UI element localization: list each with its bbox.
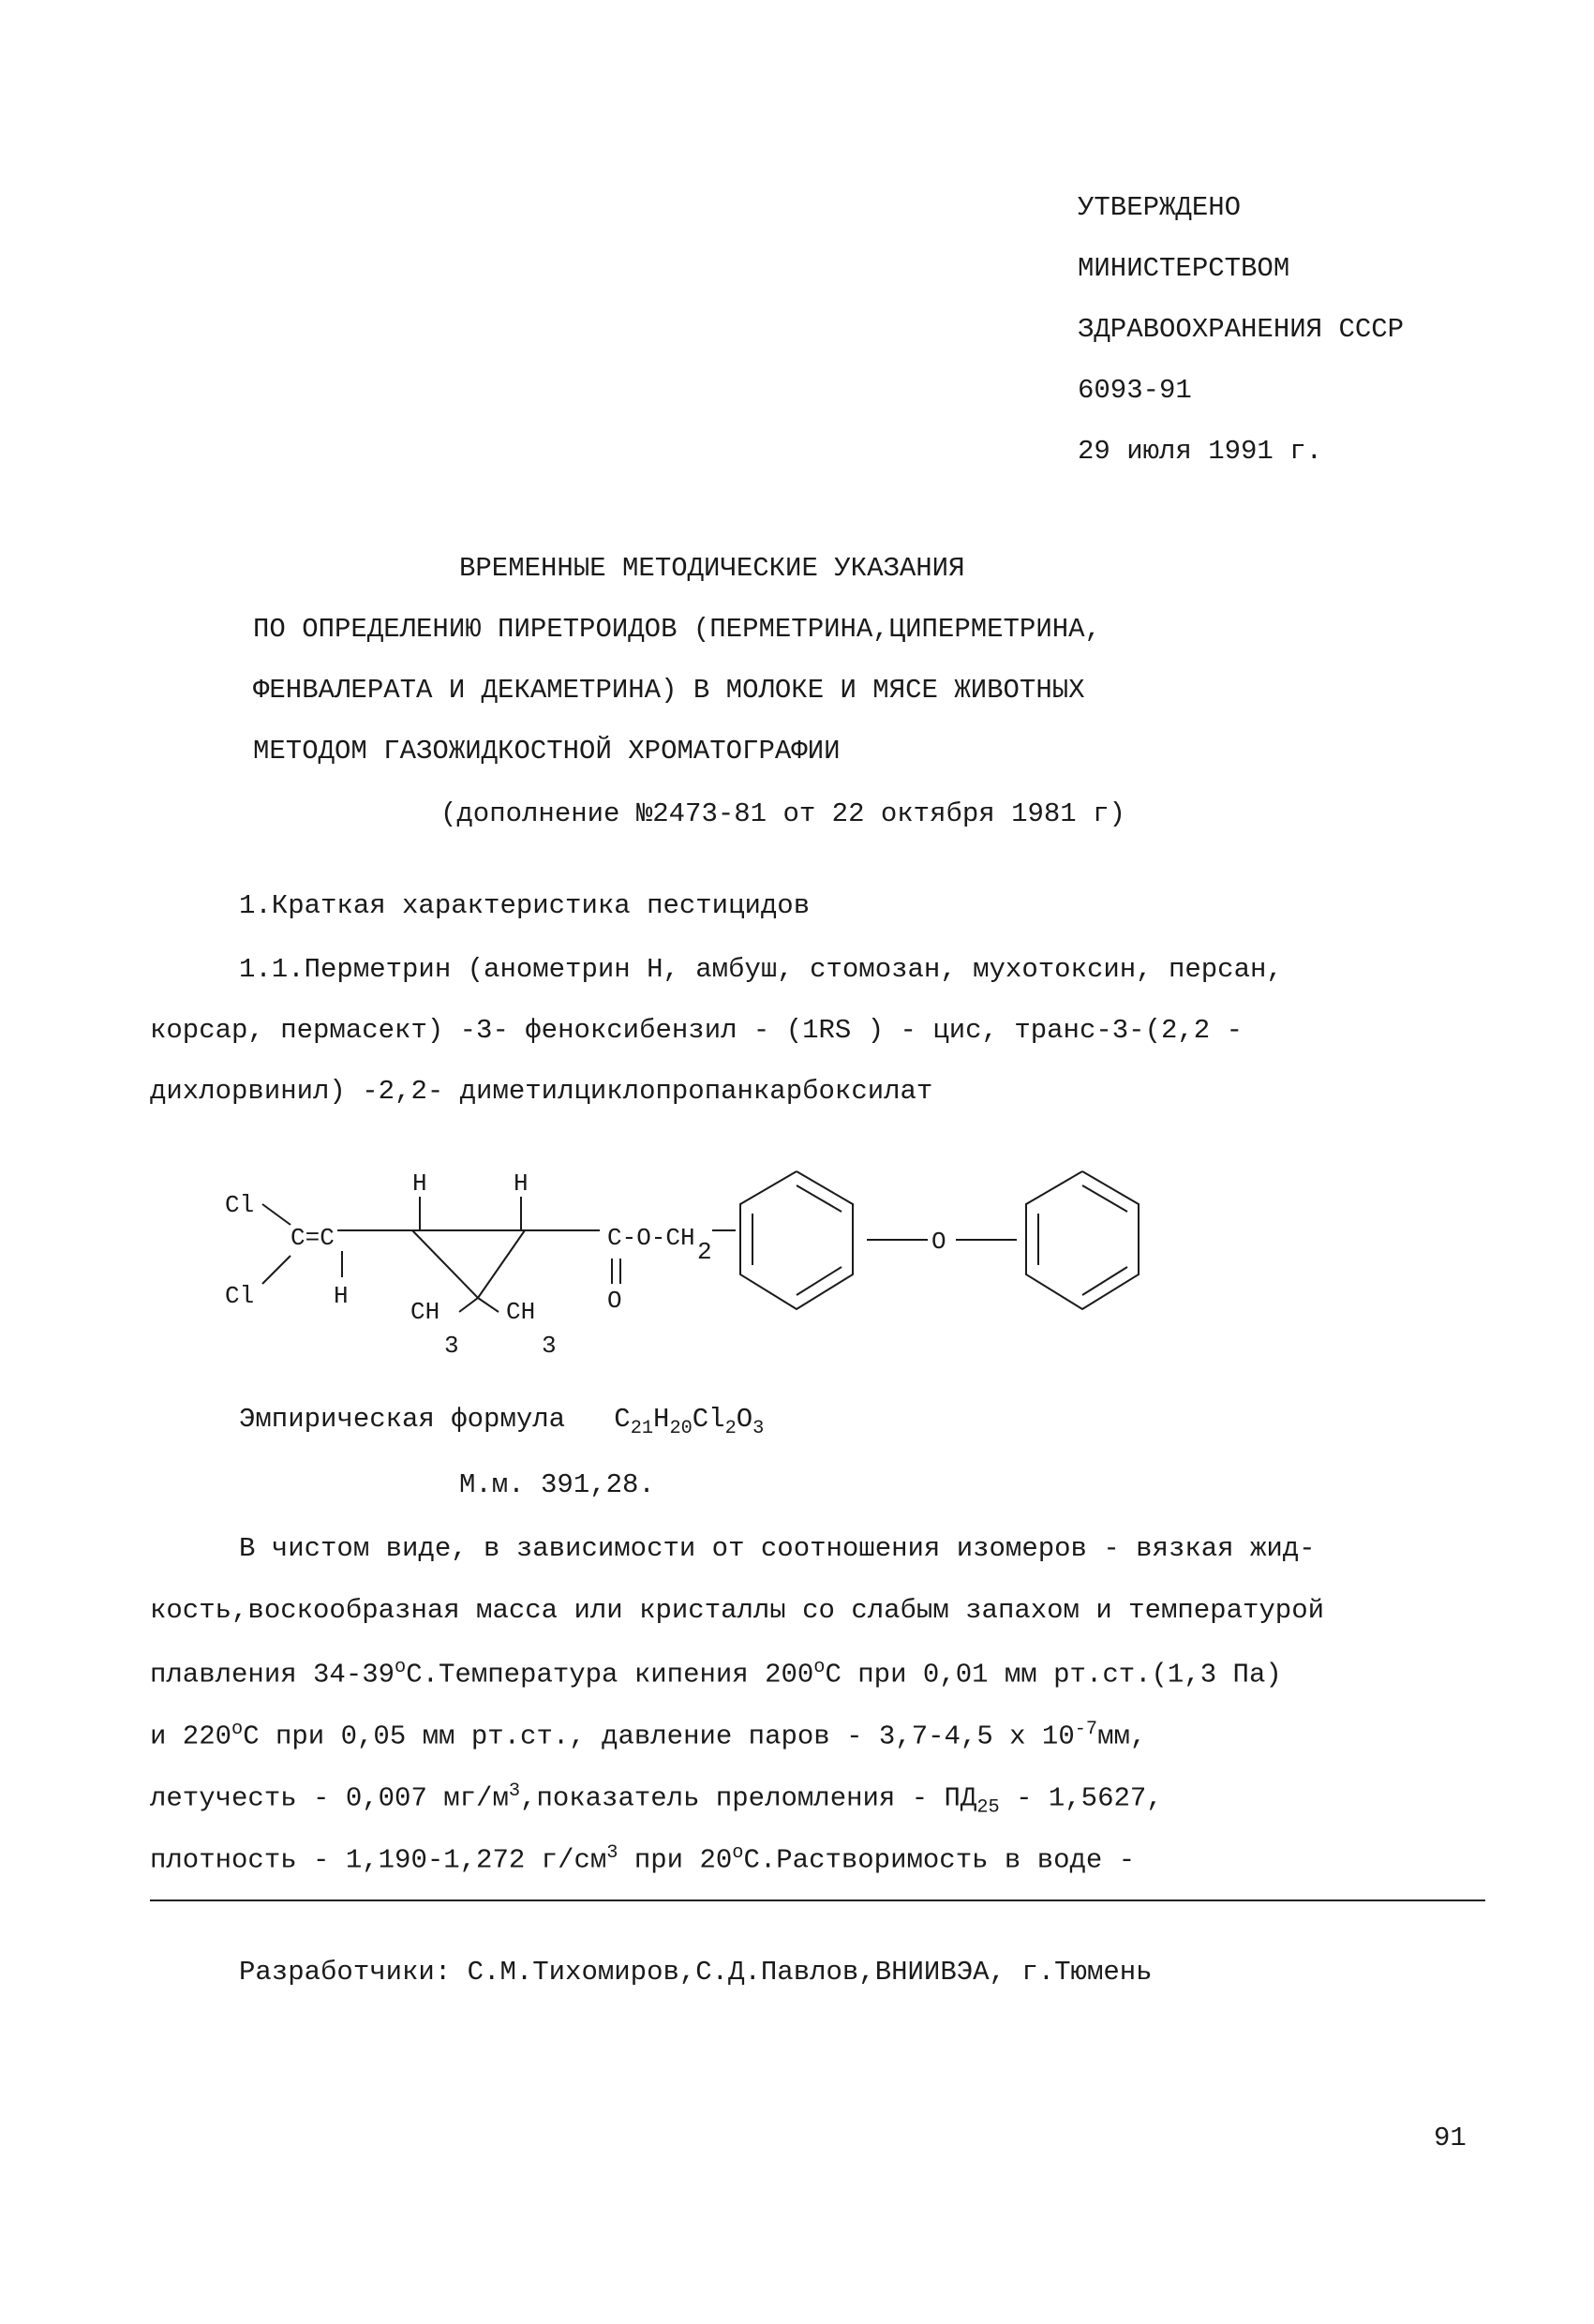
desc-5c: - 1,5627, — [999, 1782, 1163, 1814]
carbonyl-o-label: O — [607, 1287, 622, 1315]
desc-5a: летучесть - 0,007 мг/м — [150, 1782, 509, 1814]
formula-cl: Cl — [692, 1404, 725, 1435]
ester-sub: 2 — [697, 1238, 712, 1266]
para-1-1-line-1: 1.1.Перметрин (анометрин Н, амбуш, стомозан, мухотоксин, персан, — [239, 954, 1283, 985]
c-eq-c-label: C=C — [290, 1224, 335, 1252]
methyl-left-sub: 3 — [444, 1332, 459, 1360]
cl-top-bond — [262, 1204, 290, 1225]
approval-line-2: МИНИСТЕРСТВОМ — [1078, 253, 1290, 284]
formula-c-n: 21 — [630, 1417, 654, 1439]
title-line-4: МЕТОДОМ ГАЗОЖИДКОСТНОЙ ХРОМАТОГРАФИИ — [253, 736, 841, 767]
formula-o-n: 3 — [752, 1417, 765, 1439]
molecular-mass: М.м. 391,28. — [459, 1469, 655, 1500]
ring-h1-label: H — [412, 1169, 427, 1198]
footnote-developers: Разработчики: С.М.Тихомиров,С.Д.Павлов,ВНИИВЭА, г.Тюмень — [239, 1957, 1153, 1988]
desc-6c: С.Растворимость в воде - — [743, 1844, 1136, 1876]
methyl-right-sub: 3 — [542, 1332, 557, 1360]
structural-formula — [206, 1157, 1284, 1363]
page-number: 91 — [1434, 2123, 1467, 2153]
ring-h2-label: H — [514, 1169, 529, 1198]
formula-h-n: 20 — [669, 1417, 693, 1439]
approval-block — [1078, 0, 1546, 487]
benzene-ring-1 — [740, 1171, 853, 1309]
desc-line-6 — [150, 1842, 1135, 1876]
degree-sup-2: o — [813, 1657, 826, 1678]
para-1-1-line-3: дихлорвинил) -2,2- диметилциклопропанкарбоксилат — [150, 1076, 933, 1107]
cube-sup-1: 3 — [508, 1780, 521, 1802]
title-line-3: ФЕНВАЛЕРАТА И ДЕКАМЕТРИНА) В МОЛОКЕ И МЯСЕ ЖИВОТНЫХ — [253, 675, 1085, 706]
ring-left-bond — [412, 1230, 478, 1298]
cl-bottom-bond — [262, 1256, 290, 1284]
desc-6b: при 20 — [618, 1844, 733, 1876]
desc-4a: и 220 — [150, 1721, 232, 1752]
benzene-2-inner-b — [1082, 1267, 1127, 1295]
para-1-1-line-2: корсар, пермасект) -3- феноксибензил - (1RS ) - цис, транс-3-(2,2 - — [150, 1015, 1243, 1046]
cube-sup-2: 3 — [606, 1842, 618, 1864]
formula-label: Эмпирическая формула — [239, 1404, 566, 1435]
empirical-formula — [239, 1404, 764, 1439]
desc-line-4 — [150, 1719, 1146, 1752]
approval-line-4: 6093-91 — [1078, 375, 1192, 406]
formula-c: C — [614, 1404, 631, 1435]
section-heading: 1.Краткая характеристика пестицидов — [239, 890, 811, 921]
desc-4b: С при 0,05 мм рт.ст., давление паров - 3,7-4,5 х 10 — [243, 1721, 1075, 1752]
desc-3b: С.Температура кипения 200 — [406, 1659, 814, 1691]
desc-3c: С при 0,01 мм рт.ст.(1,3 Па) — [825, 1659, 1282, 1691]
exponent-sup: -7 — [1074, 1719, 1098, 1740]
desc-6a: плотность - 1,190-1,272 г/см — [150, 1844, 607, 1876]
methyl-right-bond — [478, 1298, 499, 1312]
formula-h: H — [653, 1404, 670, 1435]
desc-line-1: В чистом виде, в зависимости от соотношения изомеров - вязкая жид- — [239, 1533, 1316, 1564]
desc-line-5 — [150, 1780, 1163, 1818]
desc-4c: мм, — [1097, 1721, 1147, 1752]
title-addendum: (дополнение №2473-81 от 22 октября 1981 г) — [440, 798, 1125, 829]
approval-line-1: УТВЕРЖДЕНО — [1078, 192, 1242, 223]
refraction-sub: 25 — [976, 1796, 1000, 1819]
ring-right-bond — [478, 1230, 525, 1298]
formula-cl-n: 2 — [724, 1417, 737, 1439]
footnote-divider — [150, 1899, 1485, 1901]
degree-sup-4: o — [732, 1842, 744, 1864]
desc-line-2: кость,воскообразная масса или кристаллы со слабым запахом и температурой — [150, 1595, 1325, 1626]
methyl-left-bond — [459, 1298, 478, 1312]
desc-5b: ,показатель преломления - ПД — [520, 1782, 977, 1814]
ether-o-label: O — [931, 1228, 946, 1256]
degree-sup-1: o — [395, 1657, 407, 1678]
desc-line-3 — [150, 1657, 1282, 1691]
desc-3a: плавления 34-39 — [150, 1659, 395, 1691]
approval-line-5: 29 июля 1991 г. — [1078, 436, 1323, 467]
approval-line-3: ЗДРАВООХРАНЕНИЯ СССР — [1078, 314, 1405, 345]
benzene-1-inner-b — [797, 1267, 842, 1295]
methyl-left-label: CH — [410, 1298, 440, 1326]
benzene-1-inner-a — [797, 1185, 842, 1212]
methyl-right-label: CH — [506, 1298, 536, 1326]
ester-label: C-O-CH — [607, 1224, 695, 1252]
formula-o: O — [736, 1404, 753, 1435]
vinyl-h-label: H — [334, 1282, 349, 1310]
benzene-2-inner-a — [1082, 1185, 1127, 1212]
cl-bottom-label: Cl — [225, 1282, 255, 1310]
title-line-2: ПО ОПРЕДЕЛЕНИЮ ПИРЕТРОИДОВ (ПЕРМЕТРИНА,ЦИПЕРМЕТРИНА, — [253, 614, 1101, 645]
cl-top-label: Cl — [225, 1191, 255, 1219]
title-line-1: ВРЕМЕННЫЕ МЕТОДИЧЕСКИЕ УКАЗАНИЯ — [459, 553, 965, 584]
benzene-ring-2 — [1026, 1171, 1139, 1309]
degree-sup-3: o — [231, 1719, 244, 1740]
